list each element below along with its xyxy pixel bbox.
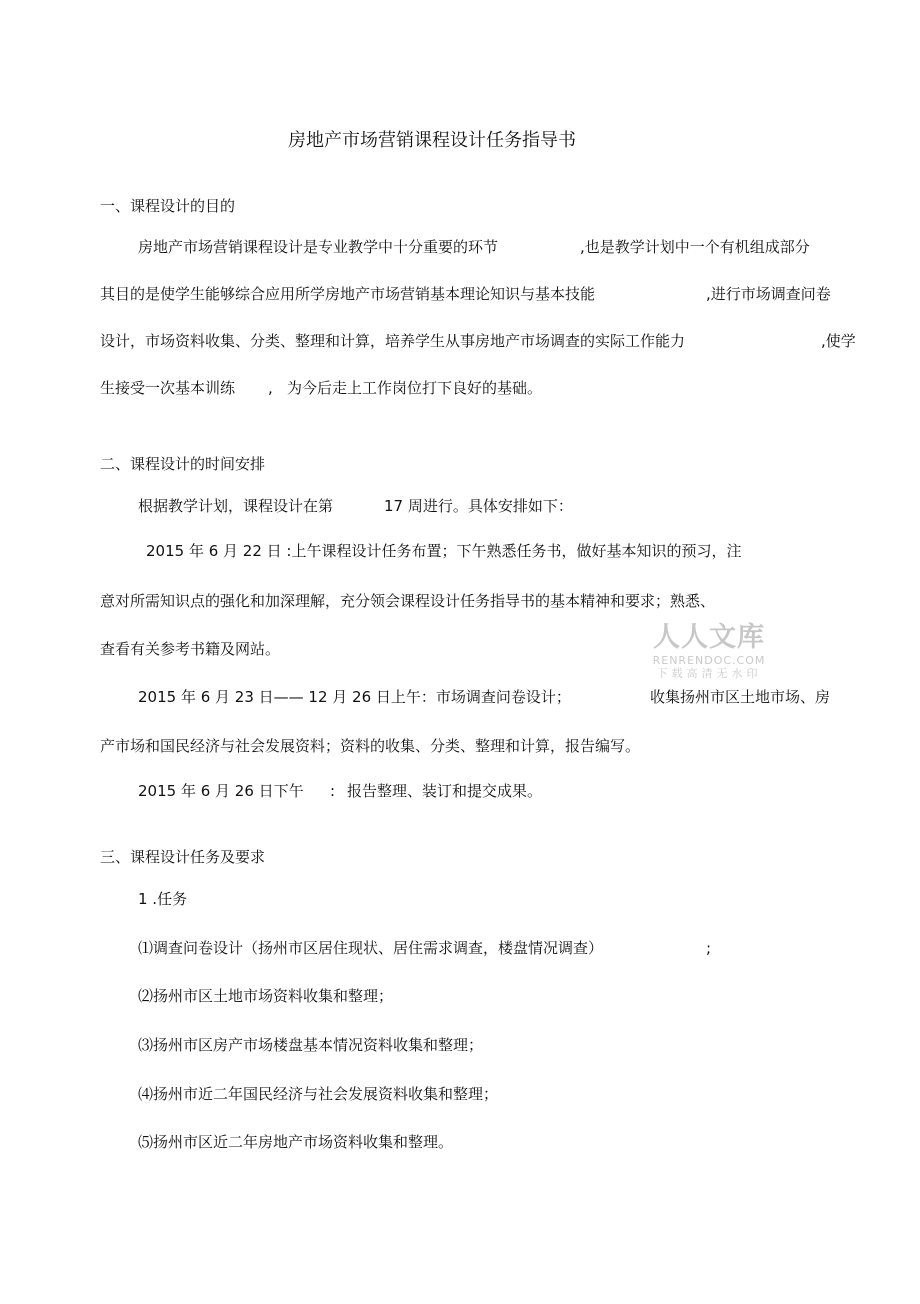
watermark-tagline: 下载高清无水印 <box>656 667 762 680</box>
task-item-1a: ⑴调查问卷设计（扬州市区居住现状、居住需求调查，楼盘情况调查） <box>138 939 604 957</box>
section-1-line-3a: 设计，市场资料收集、分类、整理和计算，培养学生从事房地产市场调查的实际工作能力 <box>100 332 686 350</box>
section-1-line-4a: 生接受一次基本训练 <box>100 379 236 397</box>
document-title: 房地产市场营销课程设计任务指导书 <box>288 130 576 151</box>
schedule-item-1-line-1: 2015 年 6 月 22 日 :上午课程设计任务布置；下午熟悉任务书，做好基本知识的预习，注 <box>146 542 742 560</box>
schedule-item-3-a: 2015 年 6 月 26 日下午 <box>138 782 304 800</box>
task-item-2: ⑵扬州市区土地市场资料收集和整理； <box>138 987 394 1005</box>
schedule-item-3-b: : <box>330 782 336 800</box>
task-subheading: 1 .任务 <box>138 890 188 908</box>
task-item-1b: ; <box>706 939 712 957</box>
section-1-line-2b: ,进行市场调查问卷 <box>706 285 831 303</box>
task-item-3: ⑶扬州市区房产市场楼盘基本情况资料收集和整理； <box>138 1036 484 1054</box>
task-item-5: ⑸扬州市区近二年房地产市场资料收集和整理。 <box>138 1133 454 1151</box>
schedule-intro-a: 根据教学计划，课程设计在第 <box>138 497 334 515</box>
watermark <box>646 622 772 680</box>
schedule-intro-b: 17 周进行。具体安排如下： <box>384 497 573 515</box>
schedule-item-2-line-1b: 收集扬州市区土地市场、房 <box>650 688 831 706</box>
section-1-line-2a: 其目的是使学生能够综合应用所学房地产市场营销基本理论知识与基本技能 <box>100 285 596 303</box>
schedule-item-3-c: 报告整理、装订和提交成果。 <box>347 782 543 800</box>
schedule-item-2-line-2: 产市场和国民经济与社会发展资料；资料的收集、分类、整理和计算，报告编写。 <box>100 737 641 755</box>
section-1-line-4b: , <box>268 379 273 397</box>
watermark-brand: 人人文库 <box>653 622 765 653</box>
section-3-heading: 三、课程设计任务及要求 <box>100 848 266 866</box>
schedule-item-1-line-2: 意对所需知识点的强化和加深理解，充分领会课程设计任务指导书的基本精神和要求；熟悉、 <box>100 592 716 610</box>
task-item-4: ⑷扬州市近二年国民经济与社会发展资料收集和整理； <box>138 1085 499 1103</box>
section-1-heading: 一、课程设计的目的 <box>100 197 236 215</box>
schedule-item-1-line-3: 查看有关参考书籍及网站。 <box>100 640 281 658</box>
section-1-line-3b: ,使学 <box>821 332 856 350</box>
section-1-line-4c: 为今后走上工作岗位打下良好的基础。 <box>287 379 543 397</box>
section-1-line-1a: 房地产市场营销课程设计是专业教学中十分重要的环节 <box>138 238 499 256</box>
section-2-heading: 二、课程设计的时间安排 <box>100 455 266 473</box>
schedule-item-2-line-1a: 2015 年 6 月 23 日—— 12 月 26 日上午：市场调查问卷设计； <box>138 688 571 706</box>
watermark-url: RENRENDOC.COM <box>652 654 766 667</box>
section-1-line-1b: ,也是教学计划中一个有机组成部分 <box>580 238 810 256</box>
